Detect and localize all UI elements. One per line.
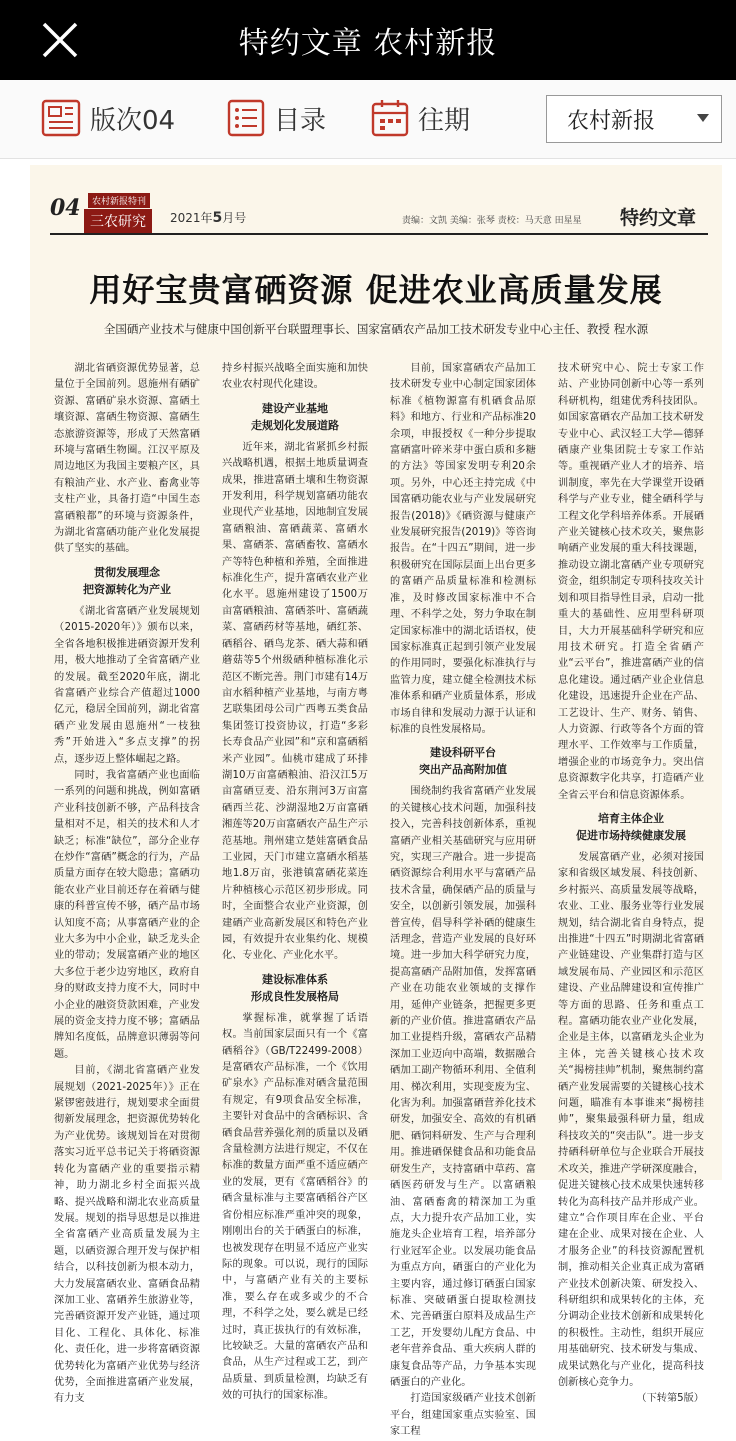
article-headline: 用好宝贵富硒资源 促进农业高质量发展	[89, 271, 663, 309]
calendar-icon	[370, 98, 410, 138]
newspaper-icon	[40, 98, 82, 138]
editor-credits: 责编：文凯 美编：张琴 责校：马天意 田星星	[402, 216, 582, 226]
archive-label: 往期	[418, 105, 471, 136]
section-tag: 三农研究	[84, 209, 152, 233]
paragraph: 持乡村振兴战略全面实施和加快农业农村现代化建设。	[222, 363, 368, 391]
subheading: 建设标准体系	[262, 972, 328, 986]
article-body	[54, 361, 704, 1438]
brand-label: 农村新报特刊	[88, 193, 150, 208]
paragraph: 湖北省硒资源优势显著，总量位于全国前列。恩施州有硒矿资源、富硒矿泉水资源、富硒土壤资源、富硒生物资源、富硒生态旅游资源等，形成了天然富硒环境与富硒生物圈。江汉平原及周边地区为我国主要粮产区，具有粮油产业、水产业、畜禽业等支柱产业，具备打造“中国生态富硒粮都”的环境与资源条件，为湖北省富硒功能产业化发展提供了坚实的基础。	[54, 363, 200, 555]
paragraph: 掌握标准，就掌握了话语权。当前国家层面只有一个《富硒稻谷》（GB/T22499-2008）是富硒农产品标准，一个《饮用矿泉水》产品标准对硒含量范围有规定，有9项食品安全标准，主要针对食品中的含硒标识、含硒食品营养强化剂的质量以及硒含量检测方法进行规定，不仅在标准的数量方面严重不适应硒产业的发展，更有《富硒稻谷》的硒含量标准与主要富硒稻谷产区省份相应标准严重冲突的现象，刚刚出台的关于硒蛋白的标准，也被发现存在明显不适应产业实际的现象。可以说，现行的国际中，与富硒产业有关的主要标准，要么存在或多或少的不合理，不科学之处，要么就是已经过时，真正拔执行的有效标准，比较缺乏。大量的富硒农产品和食品，从生产过程或工艺，到产品质量、到质量检测，均缺乏有效的可执行的国家标准。	[222, 1012, 368, 1402]
page-number: 04	[50, 195, 81, 221]
paragraph: 近年来，湖北省紧抓乡村振兴战略机遇，根据土地质量调查成果，推进富硒土壤和生物资源开发利用，科学规划富硒功能农业现代产业基地，因地制宜发展富硒粮油、富硒蔬菜、富硒水果、富硒茶、富硒畜牧、富硒水产等特色种植和养殖，全面推进标准化生产，提升富硒农业产业化水平。恩施州建设了1500万亩富硒粮油、富硒茶叶、富硒蔬菜、富硒药材等基地，硒红茶、硒稻谷、硒鸟龙茶、硒大蒜和硒蘑菇等5个州级硒种植标准化示范区不断完善。荆门市建有14万亩水稻种植产业基地，与南方粤艺联集团母公司广西粤五类食品集团签订投资协议，打造“多彩长寿食品产业园”和“京和富硒稻米产业园”。仙桃市建成了环排湖10万亩富硒粮油、沿汉江5万亩富硒豆麦、沿东荆河3万亩富硒西兰花、沙湖湿地2万亩富硒湘莲等20万亩富硒农产品生产示范基地。荆州建立楚娃富硒食品工业园，天门市建立富硒水稻基地1.8万亩，张港镇富硒花菜连片种植核心示范区初步形成。同时，全面整合农业产业资源，创建硒产业高新发展区和特色产业园，有效提升农业集约化、规模化、专业化、产业化水平。	[222, 441, 368, 962]
toc-button[interactable]	[226, 98, 326, 138]
article-column-3	[390, 361, 536, 1438]
paper-select-value: 农村新报	[567, 109, 656, 134]
continued-note: （下转第5版）	[636, 1393, 704, 1405]
paragraph: 技术研究中心、院士专家工作站、产业协同创新中心等一系列科研机构，组建优秀科技团队。如国家富硒农产品加工技术研发专业中心、武汉轻工大学—德驿硒康产业集团院士专家工作站等。重视硒产业人才的培养、培训制度，率先在大学课堂开设硒科学与产业专业，健全硒科学与工程文化学科培养体系。开展硒产业关键核心技术攻关，聚焦影响硒产业发展的重大科技课题，推动设立湖北富硒产业专项研究资金，组织制定专项科技攻关计划和项目指导性目录，启动一批重大的基础性、应用型科研项目，大力开展基础科学研究和应用技术研究。打造全省硒产业“云平台”，推进富硒产业的信息化建设。通过硒产业企业信息化建设，迅速提升企业在产品、工艺设计、生产、财务、销售、人力资源、行政等各个方面的管理水平、工作效率与工作质量，增强企业的市场竞争力。突出信息资源数字化共享，打造硒产业全省云平台和信息资源体系。	[558, 363, 704, 801]
subheading: 把资源转化为产业	[83, 582, 171, 596]
paragraph: 《湖北省富硒产业发展规划（2015-2020年）》颁布以来，全省各地积极推进硒资源开发利用，极大地推动了全省富硒产业的发展。截至2020年底，湖北省富硒产业综合产值超过1000亿元，稳居全国前列，湖北省富硒产业发展由恩施州“一枝独秀”开始进入“多点支撑”的拐点，逐步迈上整体崛起之路。	[54, 605, 200, 765]
article-column-4	[558, 361, 704, 1405]
page-title: 特约文章 农村新报	[238, 26, 498, 61]
article-column-2	[222, 361, 368, 1402]
issue-date	[170, 209, 246, 226]
title-bar	[0, 0, 736, 80]
paragraph: 围绕制约我省富硒产业发展的关键核心技术问题，加强科技投入，完善科技创新体系，重视富硒产业相关基础研究与应用研究，实现三产融合。进一步提高硒资源综合利用水平与富硒产品技术含量，确保硒产品的质量与安全，以创新引领发展，加强科普宣传，倡导科学补硒的健康生活理念，营造产业发展的良好环境。进一步加大科学研究力度，提高富硒产品附加值，发挥富硒产业在功能农业领域的支撑作用，延伸产业链条，把握更多更新的产业价值。推进富硒农产品加工业提档升级，富硒农产品精深加工业迈向中高端，数据融合硒加工副产物循环利用、全值利用、梯次利用，实现变废为宝、化害为利。加强富硒营养化技术研发，加强安全、高效的有机硒肥、硒饲料研发、生产与合理利用。推进硒保健食品和功能食品研发生产，支持富硒中草药、富硒医药研发与生产。以富硒粮油、富硒畜禽的精深加工为重点，大力提升农产品加工业，实施龙头企业培育工程，培养部分行业冠军企业。以发展功能食品为重点方向，硒蛋白的产业化为主要内容，通过修订硒蛋白国家标准、突破硒蛋白提取检测技术、完善硒蛋白原料及成品生产工艺，开发婴幼儿配方食品、中老年营养食品、重大疾病人群的康复食品等产品，力争基本实现硒蛋白的产业化。	[390, 786, 536, 1388]
issue-date-suffix: 月号	[222, 211, 247, 225]
header-rule	[50, 233, 708, 235]
paragraph: 目前，国家富硒农产品加工技术研发专业中心制定国家团体标准《植物源富有机硒食品原料》和地方、行业和产品标准20余项，申报授权《一种分步提取富硒富叶碎米芽中蛋白质和多糖的方法》等国家发明专利20余项。另外，中心还主持完成《中国富硒功能农业与产业发展研究报告(2018)》《硒资源与健康产业发展研究报告(2019)》等咨询报告。在“十四五”期间，进一步积极研究在国际层面上出台更多的富硒产品质量标准和检测标准，及时修改国家标准中不合理、不科学之处，努力争取在制定国家标准中的湖北话语权，使国家标准真正起到引领产业发展的作用同时，要强化标准执行与监管力度，建立健全检测技术标准体系和硒产业质量体系，形成市场自律和发展动力源于认证和标准的良性发展格局。	[390, 363, 536, 735]
subheading: 突出产品高附加值	[419, 763, 507, 777]
subheading: 形成良性发展格局	[251, 989, 339, 1003]
subheading: 建设科研平台	[430, 746, 496, 760]
issue-date-prefix: 2021年	[170, 211, 213, 225]
paragraph: 打造国家级硒产业技术创新平台，组建国家重点实验室、国家工程	[390, 1393, 536, 1438]
paper-select[interactable]	[546, 95, 722, 143]
list-icon	[226, 98, 266, 138]
subheading: 建设产业基地	[262, 401, 328, 415]
issue-date-month: 5	[212, 210, 223, 226]
paragraph: 目前，《湖北省富硒产业发展规划（2021-2025年）》正在紧锣密鼓进行，规划要求全面贯彻新发展理念，把资源优势转化为产业优势。该规划旨在对贯彻落实习近平总书记关于将硒资源转化为富硒产业的重要指示精神，助力湖北乡村全面振兴战略、提兴战略和湖北农业高质量发展。规划的指导思想是以推进全省富硒产业高质量发展为主题，以硒资源合理开发与保护相结合，以科技创新为根本动力，大力发展富硒农业、富硒食品精深加工业、富硒养生旅游业等，完善硒资源开发产业链，通过项目化、工程化、具体化、标准化、责任化，进一步将富硒资源优势转化为富硒产业优势与经济优势，全面推进富硒产业发展，有力支	[54, 1065, 200, 1405]
article-byline: 全国硒产业技术与健康中国创新平台联盟理事长、国家富硒农产品加工技术研发专业中心主任、教授 程水源	[103, 322, 649, 336]
paragraph: 同时，我省富硒产业也面临一系列的问题和挑战，例如富硒产业科技创新不够，产品科技含量相对不足，相关的技术和人才缺乏；标准“缺位”，部分企业存在炒作“富硒”概念的行为，产品质量方面存在较大隐患；富硒功能农业产业目前还存在着硒与健康的科普宣传不够，硒产品市场认知度不高；从事富硒产业的企业大多为中小企业，缺乏龙头企业的带动；发展富硒产业的地区大多位于老少边穷地区，政府自身的财政支持力度不大，同时中小企业的融资贷款困难，产业发展的资金支持力度不够；富硒品牌知名度低，品牌意识薄弱等问题。	[54, 769, 200, 1060]
paragraph: 发展富硒产业，必须对接国家和省级区域发展、科技创新、乡村振兴、高质量发展等战略，农业、工业、服务业等行业发展规划，结合湖北省自身特点，提出推进“十四五”时期湖北省富硒产业链建设、产业集群打造与区域发展布局、产业园区和示范区建设、产业品牌建设和宣传推广等方面的思路、任务和重点工程。富硒功能农业产业化发展，企业是主体，以富硒龙头企业为主体，完善关键核心技术攻关“揭榜挂帅”机制，聚焦制约富硒产业发展需要的关键核心技术问题，瞄准有本事谁来“揭榜挂帅”，聚集最强科研力量，组成科技攻关的“突击队”。进一步支持硒科研单位与企业联合开展技术攻关，推进产学研深度融合，促进关键核心技术成果快速转移转化为高科技产品并形成产业。建立“合作项目库在企业、平台建在企业、成果对接在企业、人才服务企业”的科技资源配置机制，推动相关企业真正成为富硒产业技术创新决策、研发投入、科研组织和成果转化的主体，充分调动企业技术创新和成果转化的积极性。主动性，组织开展应用基础研究、技术研发与集成、成果试熟化与产业化，提高科技创新核心竞争力。	[558, 851, 704, 1388]
edition-label: 版次04	[90, 105, 176, 136]
subheading: 促进市场持续健康发展	[576, 828, 686, 842]
subheading: 走规划化发展道路	[251, 418, 339, 432]
edition-button[interactable]	[40, 98, 175, 138]
article-column-1	[54, 361, 200, 1405]
archive-button[interactable]	[370, 98, 470, 138]
subheading: 贯彻发展理念	[94, 565, 160, 579]
toc-label: 目录	[274, 105, 327, 136]
chevron-down-icon	[695, 108, 711, 128]
subheading: 培育主体企业	[598, 811, 664, 825]
column-name: 特约文章	[619, 207, 696, 229]
newspaper-page[interactable]	[30, 165, 722, 1438]
